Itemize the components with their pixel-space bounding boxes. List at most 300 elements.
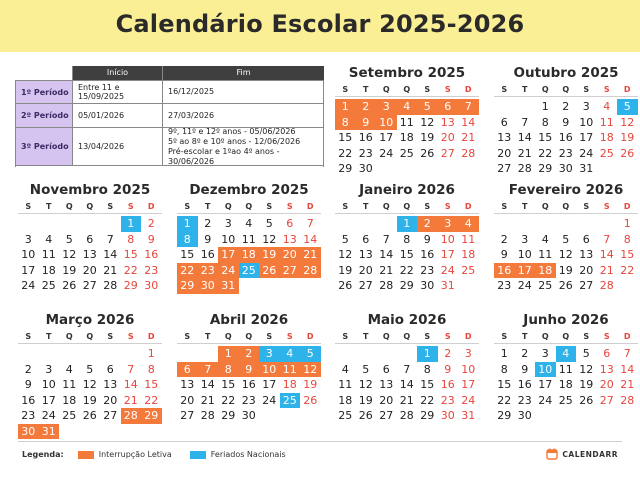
weekday-label: T [363,85,369,94]
day-cell: 12 [358,378,373,391]
day-cell-weekend: 2 [147,217,155,230]
day-grid [494,216,638,294]
day-cell: 22 [538,146,553,160]
day-cell: 30 [517,409,532,422]
day-cell: 7 [403,362,411,376]
brand-name: CALENDARR [562,449,618,459]
period-name: 3º Período [15,128,73,165]
period-name: 1º Período [15,81,73,103]
day-cell: 17 [579,131,594,144]
day-cell: 5 [86,362,94,376]
day-cell-weekend: 24 [461,393,476,407]
day-cell-interruption: 10 [259,362,280,378]
empty-cell [356,216,377,232]
weekday-label: S [266,202,273,211]
day-cell: 19 [62,263,77,277]
empty-cell [535,216,556,232]
day-cell-weekend: 26 [620,146,635,160]
day-cell-weekend: 31 [440,279,455,292]
day-cell-interruption: 28 [300,263,321,279]
day-cell-holiday: 25 [239,263,260,279]
weekday-label: Q [86,332,94,341]
weekday-label: S [342,202,349,211]
day-cell: 12 [579,362,594,376]
day-cell-interruption: 20 [280,247,301,263]
day-cell: 29 [221,409,236,422]
legend-label: Feriados Nacionais [210,450,286,459]
day-cell: 17 [41,393,56,407]
day-cell: 21 [103,263,118,277]
period-end-line: Pré-escolar e 1ºao 4º anos - 30/06/2026 [168,146,280,166]
day-cell: 12 [420,115,435,129]
weekday-label: Q [403,85,411,94]
day-cell: 20 [579,263,594,277]
day-cell: 4 [541,232,549,246]
day-cell: 8 [403,232,411,246]
day-cell-weekend: 7 [127,362,135,376]
day-cell-interruption: 9 [356,115,377,131]
weekday-header [335,84,479,97]
day-grid [494,346,638,424]
day-cell-weekend: 18 [599,131,614,144]
month-calendar [18,312,162,439]
day-cell-weekend: 10 [461,362,476,376]
weekday-label: Q [224,332,232,341]
day-cell-interruption: 3 [438,216,459,232]
day-grid [335,99,479,177]
day-cell: 8 [541,115,549,129]
day-cell-interruption: 23 [198,263,219,279]
day-cell-interruption: 4 [397,99,418,115]
weekday-label: Q [541,332,549,341]
weekday-label: S [583,202,590,211]
day-cell-weekend: 15 [123,248,138,261]
day-cell-weekend: 22 [144,393,159,407]
day-cell-interruption: 30 [18,424,39,440]
day-cell: 19 [338,263,353,277]
day-cell: 23 [358,146,373,160]
day-cell-weekend: 8 [127,232,135,246]
day-cell: 23 [558,146,573,160]
month-calendar [335,65,479,177]
weekday-label: S [107,202,114,211]
day-cell: 18 [41,263,56,277]
day-cell: 21 [379,263,394,277]
day-cell-interruption: 11 [280,362,301,378]
day-cell-interruption: 18 [239,247,260,263]
empty-cell [80,346,101,362]
day-cell: 15 [221,378,236,391]
day-cell-holiday: 5 [617,99,638,115]
day-cell-interruption: 21 [300,247,321,263]
period-end-line: 27/03/2026 [168,110,215,120]
day-cell: 19 [358,393,373,407]
day-cell: 23 [497,279,512,292]
day-cell-weekend: 14 [620,362,635,376]
day-cell: 27 [180,409,195,422]
day-cell-interruption: 7 [198,362,219,378]
legend-swatch [78,451,94,459]
day-cell-weekend: 26 [303,393,318,407]
month-title: Novembro 2025 [29,182,151,198]
day-cell-weekend: 17 [440,248,455,261]
empty-cell [198,346,219,362]
day-cell: 5 [562,232,570,246]
weekday-label: D [306,332,314,341]
day-cell-interruption: 6 [438,99,459,115]
weekday-label: S [342,85,349,94]
day-cell: 9 [562,115,570,129]
day-cell: 14 [517,131,532,144]
day-cell: 14 [379,248,394,261]
day-cell-holiday: 4 [556,346,577,362]
weekday-header [177,201,321,214]
day-cell-weekend: 31 [461,409,476,422]
day-cell-interruption: 8 [218,362,239,378]
day-cell: 16 [21,393,36,407]
day-cell: 3 [582,100,590,113]
day-cell: 4 [65,362,73,376]
weekday-label: Q [403,332,411,341]
periods-header-blank [15,66,73,80]
day-cell: 15 [399,248,414,261]
day-cell: 18 [558,378,573,391]
day-cell: 24 [538,393,553,407]
weekday-label: Q [562,332,570,341]
weekday-label: T [363,332,369,341]
day-cell: 20 [103,393,118,407]
day-cell: 27 [379,409,394,422]
day-cell: 15 [538,131,553,144]
day-cell: 25 [41,279,56,292]
day-cell-interruption: 3 [376,99,397,115]
legend-title: Legenda: [22,450,64,459]
periods-header-row [15,66,324,80]
day-cell-holiday: 4 [280,346,301,362]
day-cell-interruption: 17 [515,263,536,279]
day-cell-interruption: 22 [177,263,198,279]
day-cell: 26 [420,146,435,160]
day-cell: 9 [204,232,212,246]
day-cell: 7 [382,232,390,246]
weekday-label: T [522,85,528,94]
weekday-label: S [424,202,431,211]
weekday-label: Q [86,202,94,211]
day-cell-weekend: 9 [147,232,155,246]
day-cell: 10 [517,248,532,261]
period-row-1 [15,80,324,104]
day-cell: 29 [538,162,553,175]
weekday-label: Q [382,85,390,94]
day-cell-interruption: 17 [218,247,239,263]
day-cell: 15 [497,378,512,391]
day-cell-weekend: 29 [123,279,138,292]
day-cell: 29 [338,162,353,175]
day-cell: 28 [200,409,215,422]
day-cell-interruption: 7 [458,99,479,115]
day-grid [18,216,162,294]
day-cell-weekend: 2 [444,347,452,360]
day-cell: 30 [358,162,373,175]
day-cell: 3 [24,232,32,246]
day-cell-interruption: 4 [458,216,479,232]
day-cell: 26 [579,393,594,407]
weekday-label: S [184,202,191,211]
periods-header-start: Início [73,66,163,80]
day-cell-weekend: 3 [464,347,472,360]
day-cell: 11 [538,248,553,261]
period-row-2 [15,104,324,128]
day-cell: 11 [62,378,77,391]
day-cell-interruption: 1 [218,346,239,362]
day-cell: 28 [399,409,414,422]
period-row-3 [15,128,324,166]
day-cell-weekend: 9 [444,362,452,376]
day-cell: 28 [103,279,118,292]
periods-header-end: Fim [163,66,324,80]
day-cell-interruption: 27 [280,263,301,279]
day-cell-weekend: 15 [144,378,159,391]
day-cell: 6 [382,362,390,376]
weekday-label: D [464,332,472,341]
day-cell-holiday: 10 [535,362,556,378]
day-cell: 26 [338,279,353,292]
day-cell-interruption: 10 [376,115,397,131]
day-cell: 13 [358,248,373,261]
weekday-header [18,201,162,214]
day-cell: 13 [379,378,394,391]
day-cell-weekend: 10 [440,232,455,246]
weekday-label: S [603,85,610,94]
day-cell-interruption: 16 [494,263,515,279]
weekday-label: S [603,332,610,341]
page-header [0,0,640,52]
day-cell: 20 [379,393,394,407]
day-cell: 25 [338,409,353,422]
day-cell: 27 [497,162,512,175]
day-cell-weekend: 8 [147,362,155,376]
weekday-label: Q [541,202,549,211]
day-cell: 22 [221,393,236,407]
day-cell: 22 [399,263,414,277]
month-calendar [335,312,479,424]
period-name: 2º Período [15,104,73,127]
empty-cell [100,216,121,232]
weekday-label: T [363,202,369,211]
weekday-label: Q [403,202,411,211]
day-cell-holiday: 1 [417,346,438,362]
day-cell: 13 [82,248,97,261]
day-cell: 17 [262,378,277,391]
brand-logo [546,448,618,460]
empty-cell [59,216,80,232]
weekday-label: Q [562,202,570,211]
day-cell: 18 [338,393,353,407]
day-cell-interruption: 29 [141,408,162,424]
day-cell: 10 [41,378,56,391]
day-cell: 10 [579,115,594,129]
day-cell: 16 [200,248,215,261]
day-cell: 21 [200,393,215,407]
month-calendar [494,182,638,294]
day-cell-weekend: 18 [282,378,297,391]
calendar-icon [546,448,558,460]
day-cell: 3 [45,362,53,376]
day-cell-weekend: 23 [440,393,455,407]
weekday-label: D [623,85,631,94]
day-cell-weekend: 22 [123,263,138,277]
day-cell: 3 [224,217,232,230]
day-cell: 16 [558,131,573,144]
day-cell-interruption: 5 [417,99,438,115]
day-cell-weekend: 21 [461,131,476,144]
empty-cell [597,216,618,232]
day-cell: 17 [379,131,394,144]
day-cell-weekend: 6 [603,347,611,360]
day-cell-weekend: 14 [461,115,476,129]
legend-item-interruption [78,450,172,459]
month-title: Maio 2026 [367,312,447,328]
day-cell: 30 [241,409,256,422]
day-cell-weekend: 13 [282,232,297,246]
weekday-label: Q [65,202,73,211]
empty-cell [515,216,536,232]
day-cell-interruption: 19 [259,247,280,263]
day-cell-interruption: 12 [300,362,321,378]
day-cell: 11 [338,378,353,391]
empty-cell [356,346,377,362]
day-cell: 17 [538,378,553,391]
day-cell-weekend: 1 [623,217,631,230]
day-cell-weekend: 4 [603,100,611,113]
day-cell-interruption: 28 [121,408,142,424]
day-cell-weekend: 19 [303,378,318,391]
day-cell-weekend: 1 [147,347,155,360]
periods-table [15,66,324,166]
day-cell: 21 [399,393,414,407]
day-cell: 12 [62,248,77,261]
empty-cell [397,346,418,362]
month-calendar [494,312,638,424]
day-cell: 19 [558,263,573,277]
day-cell-weekend: 7 [603,232,611,246]
day-cell-interruption: 9 [239,362,260,378]
empty-cell [100,346,121,362]
day-grid [18,346,162,439]
day-cell-interruption: 6 [177,362,198,378]
empty-cell [177,346,198,362]
day-cell-weekend: 15 [620,248,635,261]
weekday-header [494,201,638,214]
day-cell-holiday: 25 [280,393,301,409]
weekday-label: T [46,332,52,341]
day-cell: 30 [420,279,435,292]
day-cell: 5 [582,347,590,360]
day-cell: 12 [262,232,277,246]
day-cell: 24 [21,279,36,292]
day-cell: 6 [86,232,94,246]
day-cell-weekend: 7 [623,347,631,360]
day-cell-weekend: 30 [440,409,455,422]
month-calendar [335,182,479,294]
day-cell-holiday: 8 [177,232,198,248]
day-cell-interruption: 29 [177,278,198,294]
day-cell: 23 [420,263,435,277]
day-cell-weekend: 27 [599,393,614,407]
day-cell-weekend: 25 [461,263,476,277]
day-cell: 7 [106,232,114,246]
day-cell-interruption: 2 [239,346,260,362]
period-end [163,128,324,165]
empty-cell [376,216,397,232]
day-cell: 26 [62,279,77,292]
day-cell: 14 [103,248,118,261]
day-cell: 15 [338,131,353,144]
day-cell-weekend: 8 [623,232,631,246]
day-cell: 10 [221,232,236,246]
day-cell-weekend: 30 [144,279,159,292]
weekday-label: S [286,202,293,211]
weekday-label: S [583,85,590,94]
empty-cell [515,99,536,115]
day-cell: 24 [579,146,594,160]
day-cell-weekend: 14 [123,378,138,391]
day-cell: 25 [399,146,414,160]
day-cell: 13 [497,131,512,144]
day-cell: 11 [399,115,414,129]
weekday-label: S [266,332,273,341]
day-cell: 12 [82,378,97,391]
day-cell-weekend: 28 [620,393,635,407]
day-cell-weekend: 16 [440,378,455,391]
day-cell-holiday: 1 [177,216,198,232]
day-cell: 27 [579,279,594,292]
day-cell-weekend: 21 [123,393,138,407]
day-cell-interruption: 26 [259,263,280,279]
day-cell-weekend: 20 [440,131,455,144]
day-cell: 4 [45,232,53,246]
empty-cell [335,346,356,362]
day-grid [177,346,321,424]
day-cell: 23 [517,393,532,407]
period-start: 05/01/2026 [73,104,163,127]
day-cell: 15 [420,378,435,391]
day-cell-interruption: 30 [198,278,219,294]
weekday-header [18,331,162,344]
weekday-label: S [342,332,349,341]
period-start: Entre 11 e 15/09/2025 [73,81,163,103]
day-cell: 25 [558,393,573,407]
day-cell: 18 [399,131,414,144]
day-cell: 8 [423,362,431,376]
day-cell-interruption: 18 [535,263,556,279]
month-calendar [494,65,638,177]
empty-cell [80,216,101,232]
day-cell: 11 [558,362,573,376]
legend-item-holidays [190,450,286,459]
weekday-label: Q [65,332,73,341]
weekday-label: S [444,202,451,211]
day-cell-weekend: 7 [306,217,314,230]
month-calendar [18,182,162,294]
page-title: Calendário Escolar 2025-2026 [115,10,525,38]
day-cell: 27 [103,409,118,422]
month-calendar [177,312,321,424]
day-cell: 24 [41,409,56,422]
day-cell: 29 [399,279,414,292]
day-cell-weekend: 28 [599,279,614,292]
weekday-label: S [424,332,431,341]
